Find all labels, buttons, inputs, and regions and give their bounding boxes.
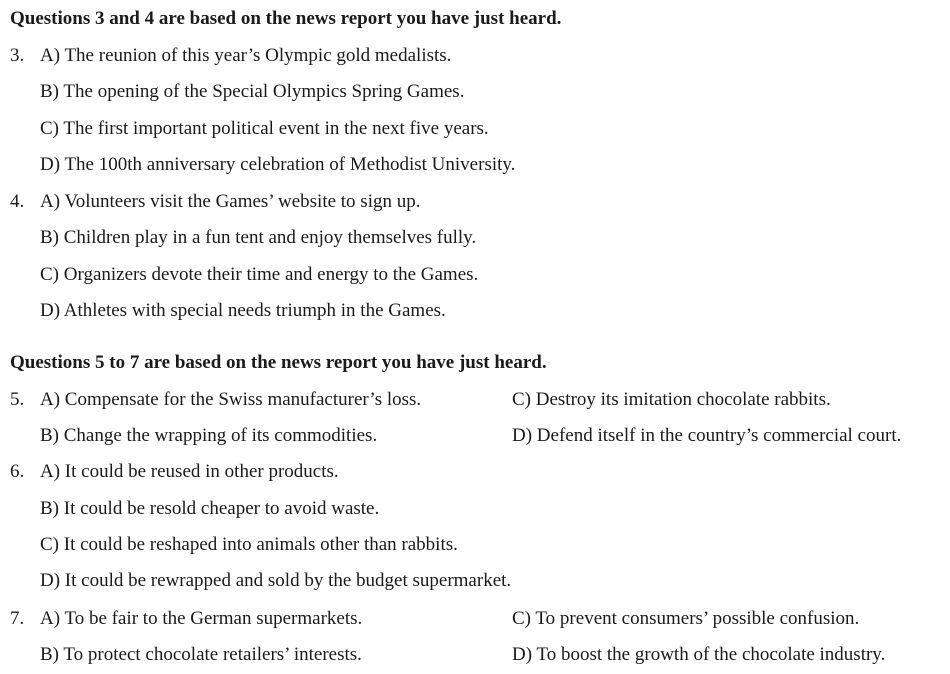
option-5a: A) Compensate for the Swiss manufacturer’s loss. xyxy=(40,389,422,410)
question-number: 7. xyxy=(10,608,25,629)
option-4b: B) Children play in a fun tent and enjoy themselves fully. xyxy=(40,227,477,248)
option-6c: C) It could be reshaped into animals other than rabbits. xyxy=(40,534,458,555)
option-4c: C) Organizers devote their time and energy to the Games. xyxy=(40,264,479,285)
option-7c: C) To prevent consumers’ possible confusion. xyxy=(512,608,860,629)
option-7a: A) To be fair to the German supermarkets. xyxy=(40,608,363,629)
section-heading-q3-4: Questions 3 and 4 are based on the news report you have just heard. xyxy=(10,8,562,29)
option-5b: B) Change the wrapping of its commodities. xyxy=(40,425,378,446)
option-4a: A) Volunteers visit the Games’ website to sign up. xyxy=(40,191,421,212)
option-6d: D) It could be rewrapped and sold by the budget supermarket. xyxy=(40,570,512,591)
option-6b: B) It could be resold cheaper to avoid waste. xyxy=(40,498,380,519)
option-6a: A) It could be reused in other products. xyxy=(40,461,339,482)
question-number: 3. xyxy=(10,45,25,66)
question-number: 6. xyxy=(10,461,25,482)
option-7d: D) To boost the growth of the chocolate industry. xyxy=(512,644,886,665)
question-number: 5. xyxy=(10,389,25,410)
option-5c: C) Destroy its imitation chocolate rabbits. xyxy=(512,389,831,410)
option-3d: D) The 100th anniversary celebration of Methodist University. xyxy=(40,154,516,175)
option-3a: A) The reunion of this year’s Olympic gold medalists. xyxy=(40,45,452,66)
option-3c: C) The first important political event in the next five years. xyxy=(40,118,489,139)
question-number: 4. xyxy=(10,191,25,212)
option-3b: B) The opening of the Special Olympics Spring Games. xyxy=(40,81,465,102)
option-4d: D) Athletes with special needs triumph in the Games. xyxy=(40,300,446,321)
option-5d: D) Defend itself in the country’s commercial court. xyxy=(512,425,902,446)
option-7b: B) To protect chocolate retailers’ interests. xyxy=(40,644,362,665)
section-heading-q5-7: Questions 5 to 7 are based on the news report you have just heard. xyxy=(10,352,547,373)
